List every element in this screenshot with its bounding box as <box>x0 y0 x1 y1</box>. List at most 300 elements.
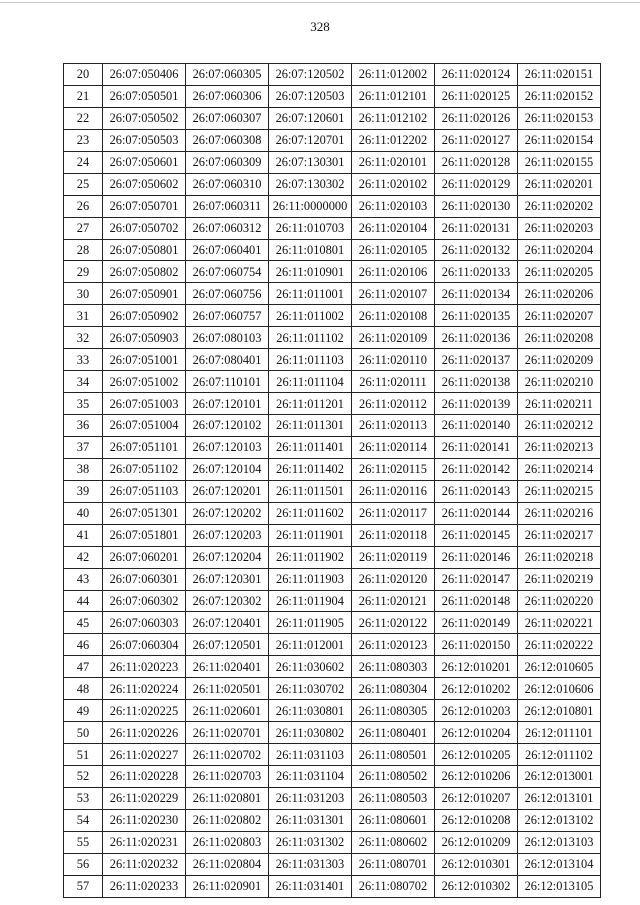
cadastral-number-cell: 26:11:020209 <box>518 349 601 371</box>
cadastral-number-cell: 26:11:020125 <box>435 85 518 107</box>
row-number-cell: 27 <box>64 217 103 239</box>
cadastral-number-cell: 26:07:050406 <box>103 64 186 86</box>
cadastral-number-cell: 26:07:051001 <box>103 349 186 371</box>
cadastral-number-cell: 26:11:020701 <box>186 722 269 744</box>
cadastral-number-cell: 26:11:020112 <box>352 393 435 415</box>
cadastral-number-cell: 26:11:020152 <box>518 85 601 107</box>
cadastral-number-cell: 26:07:051101 <box>103 436 186 458</box>
cadastral-number-cell: 26:11:020141 <box>435 436 518 458</box>
cadastral-number-cell: 26:11:020216 <box>518 502 601 524</box>
cadastral-number-cell: 26:11:011001 <box>269 283 352 305</box>
cadastral-number-cell: 26:11:031401 <box>269 875 352 897</box>
row-number-cell: 23 <box>64 129 103 151</box>
cadastral-number-cell: 26:12:010208 <box>435 809 518 831</box>
table-row <box>64 831 601 853</box>
cadastral-number-cell: 26:07:050503 <box>103 129 186 151</box>
cadastral-number-cell: 26:11:031103 <box>269 744 352 766</box>
cadastral-number-cell: 26:07:120502 <box>269 64 352 86</box>
cadastral-number-cell: 26:07:060301 <box>103 568 186 590</box>
cadastral-number-cell: 26:12:010204 <box>435 722 518 744</box>
cadastral-number-cell: 26:12:010206 <box>435 766 518 788</box>
table-row <box>64 371 601 393</box>
cadastral-number-cell: 26:11:020212 <box>518 415 601 437</box>
cadastral-number-cell: 26:11:020501 <box>186 678 269 700</box>
cadastral-number-cell: 26:11:020134 <box>435 283 518 305</box>
cadastral-number-cell: 26:11:011904 <box>269 590 352 612</box>
table-row <box>64 787 601 809</box>
cadastral-number-cell: 26:07:060201 <box>103 546 186 568</box>
cadastral-number-cell: 26:11:030801 <box>269 700 352 722</box>
cadastral-number-cell: 26:12:011101 <box>518 722 601 744</box>
cadastral-number-cell: 26:11:020804 <box>186 853 269 875</box>
table-row <box>64 261 601 283</box>
cadastral-number-cell: 26:12:010205 <box>435 744 518 766</box>
cadastral-number-cell: 26:07:060308 <box>186 129 269 151</box>
row-number-cell: 53 <box>64 787 103 809</box>
cadastral-number-cell: 26:11:020147 <box>435 568 518 590</box>
cadastral-number-cell: 26:11:020202 <box>518 195 601 217</box>
cadastral-number-cell: 26:11:012101 <box>352 85 435 107</box>
cadastral-number-cell: 26:07:120203 <box>186 524 269 546</box>
cadastral-number-cell: 26:11:020201 <box>518 173 601 195</box>
row-number-cell: 33 <box>64 349 103 371</box>
row-number-cell: 55 <box>64 831 103 853</box>
cadastral-number-cell: 26:11:020117 <box>352 502 435 524</box>
cadastral-number-cell: 26:07:060306 <box>186 85 269 107</box>
cadastral-number-cell: 26:07:080103 <box>186 327 269 349</box>
row-number-cell: 25 <box>64 173 103 195</box>
cadastral-number-cell: 26:07:051301 <box>103 502 186 524</box>
cadastral-number-cell: 26:11:020144 <box>435 502 518 524</box>
cadastral-number-cell: 26:11:020233 <box>103 875 186 897</box>
cadastral-number-cell: 26:11:020229 <box>103 787 186 809</box>
row-number-cell: 28 <box>64 239 103 261</box>
cadastral-number-cell: 26:11:011901 <box>269 524 352 546</box>
cadastral-number-cell: 26:11:020206 <box>518 283 601 305</box>
cadastral-number-cell: 26:11:020215 <box>518 480 601 502</box>
cadastral-number-cell: 26:12:010302 <box>435 875 518 897</box>
cadastral-number-cell: 26:07:050902 <box>103 305 186 327</box>
table-row <box>64 853 601 875</box>
row-number-cell: 40 <box>64 502 103 524</box>
row-number-cell: 22 <box>64 107 103 129</box>
cadastral-number-cell: 26:07:060307 <box>186 107 269 129</box>
table-row <box>64 327 601 349</box>
cadastral-number-cell: 26:11:020138 <box>435 371 518 393</box>
cadastral-number-cell: 26:11:020102 <box>352 173 435 195</box>
table-row <box>64 239 601 261</box>
cadastral-number-cell: 26:11:011501 <box>269 480 352 502</box>
cadastral-number-cell: 26:12:010606 <box>518 678 601 700</box>
cadastral-number-cell: 26:12:013001 <box>518 766 601 788</box>
cadastral-number-cell: 26:11:012102 <box>352 107 435 129</box>
row-number-cell: 34 <box>64 371 103 393</box>
cadastral-number-cell: 26:07:120104 <box>186 458 269 480</box>
cadastral-number-cell: 26:07:120204 <box>186 546 269 568</box>
cadastral-number-cell: 26:11:020120 <box>352 568 435 590</box>
row-number-cell: 49 <box>64 700 103 722</box>
row-number-cell: 48 <box>64 678 103 700</box>
table-row <box>64 590 601 612</box>
cadastral-number-cell: 26:11:011903 <box>269 568 352 590</box>
cadastral-number-cell: 26:11:020133 <box>435 261 518 283</box>
cadastral-number-cell: 26:11:020104 <box>352 217 435 239</box>
cadastral-number-cell: 26:07:060757 <box>186 305 269 327</box>
row-number-cell: 31 <box>64 305 103 327</box>
cadastral-number-cell: 26:11:011301 <box>269 415 352 437</box>
table-row <box>64 173 601 195</box>
table-row <box>64 195 601 217</box>
cadastral-number-cell: 26:07:051103 <box>103 480 186 502</box>
row-number-cell: 38 <box>64 458 103 480</box>
cadastral-number-cell: 26:11:020113 <box>352 415 435 437</box>
cadastral-number-cell: 26:07:060312 <box>186 217 269 239</box>
cadastral-number-cell: 26:11:020702 <box>186 744 269 766</box>
cadastral-number-cell: 26:11:020146 <box>435 546 518 568</box>
cadastral-number-cell: 26:07:050502 <box>103 107 186 129</box>
table-row <box>64 524 601 546</box>
cadastral-number-cell: 26:11:010703 <box>269 217 352 239</box>
cadastral-number-cell: 26:07:050701 <box>103 195 186 217</box>
cadastral-number-cell: 26:11:020901 <box>186 875 269 897</box>
cadastral-number-cell: 26:11:020108 <box>352 305 435 327</box>
cadastral-number-cell: 26:11:020222 <box>518 634 601 656</box>
cadastral-number-cell: 26:07:060754 <box>186 261 269 283</box>
cadastral-number-cell: 26:11:020401 <box>186 656 269 678</box>
cadastral-number-cell: 26:07:060310 <box>186 173 269 195</box>
cadastral-number-cell: 26:11:080601 <box>352 809 435 831</box>
cadastral-number-cell: 26:11:020151 <box>518 64 601 86</box>
row-number-cell: 41 <box>64 524 103 546</box>
cadastral-number-cell: 26:11:020213 <box>518 436 601 458</box>
cadastral-number-cell: 26:07:050901 <box>103 283 186 305</box>
table-row <box>64 766 601 788</box>
cadastral-number-cell: 26:11:030602 <box>269 656 352 678</box>
cadastral-number-cell: 26:12:010605 <box>518 656 601 678</box>
cadastral-number-cell: 26:11:010801 <box>269 239 352 261</box>
page-number: 328 <box>310 19 330 34</box>
cadastral-number-cell: 26:12:010203 <box>435 700 518 722</box>
cadastral-number-cell: 26:07:050801 <box>103 239 186 261</box>
table-row <box>64 85 601 107</box>
cadastral-number-cell: 26:07:051801 <box>103 524 186 546</box>
cadastral-number-cell: 26:11:030702 <box>269 678 352 700</box>
table-row <box>64 217 601 239</box>
cadastral-number-cell: 26:11:020223 <box>103 656 186 678</box>
cadastral-number-cell: 26:11:011402 <box>269 458 352 480</box>
row-number-cell: 24 <box>64 151 103 173</box>
cadastral-number-cell: 26:11:020126 <box>435 107 518 129</box>
cadastral-number-cell: 26:11:020154 <box>518 129 601 151</box>
cadastral-number-table <box>63 63 601 898</box>
table-row <box>64 634 601 656</box>
cadastral-number-cell: 26:11:080602 <box>352 831 435 853</box>
table-row <box>64 678 601 700</box>
cadastral-number-cell: 26:11:080701 <box>352 853 435 875</box>
cadastral-number-cell: 26:11:080702 <box>352 875 435 897</box>
row-number-cell: 39 <box>64 480 103 502</box>
cadastral-number-cell: 26:07:120201 <box>186 480 269 502</box>
row-number-cell: 51 <box>64 744 103 766</box>
cadastral-number-cell: 26:11:020231 <box>103 831 186 853</box>
cadastral-number-cell: 26:11:031303 <box>269 853 352 875</box>
cadastral-number-cell: 26:11:020149 <box>435 612 518 634</box>
cadastral-number-cell: 26:11:012001 <box>269 634 352 656</box>
cadastral-number-cell: 26:11:020122 <box>352 612 435 634</box>
row-number-cell: 32 <box>64 327 103 349</box>
row-number-cell: 47 <box>64 656 103 678</box>
cadastral-number-cell: 26:12:010209 <box>435 831 518 853</box>
cadastral-number-cell: 26:11:020118 <box>352 524 435 546</box>
table-row <box>64 151 601 173</box>
cadastral-number-cell: 26:07:120202 <box>186 502 269 524</box>
cadastral-number-cell: 26:11:020123 <box>352 634 435 656</box>
cadastral-number-cell: 26:07:060401 <box>186 239 269 261</box>
cadastral-number-cell: 26:11:080305 <box>352 700 435 722</box>
cadastral-number-cell: 26:11:020140 <box>435 415 518 437</box>
cadastral-number-cell: 26:07:120601 <box>269 107 352 129</box>
cadastral-number-cell: 26:11:080501 <box>352 744 435 766</box>
cadastral-number-cell: 26:11:020127 <box>435 129 518 151</box>
cadastral-number-cell: 26:11:020218 <box>518 546 601 568</box>
cadastral-number-cell: 26:11:020148 <box>435 590 518 612</box>
row-number-cell: 30 <box>64 283 103 305</box>
cadastral-number-cell: 26:11:020703 <box>186 766 269 788</box>
cadastral-number-cell: 26:11:020802 <box>186 809 269 831</box>
cadastral-number-cell: 26:11:020143 <box>435 480 518 502</box>
cadastral-number-cell: 26:11:020155 <box>518 151 601 173</box>
cadastral-number-cell: 26:11:080303 <box>352 656 435 678</box>
cadastral-number-cell: 26:07:050903 <box>103 327 186 349</box>
cadastral-number-cell: 26:11:020142 <box>435 458 518 480</box>
row-number-cell: 50 <box>64 722 103 744</box>
cadastral-number-cell: 26:11:020208 <box>518 327 601 349</box>
cadastral-number-cell: 26:07:120102 <box>186 415 269 437</box>
cadastral-number-cell: 26:11:020115 <box>352 458 435 480</box>
cadastral-number-cell: 26:11:020601 <box>186 700 269 722</box>
cadastral-number-cell: 26:11:020135 <box>435 305 518 327</box>
cadastral-number-cell: 26:07:050602 <box>103 173 186 195</box>
cadastral-number-cell: 26:11:031302 <box>269 831 352 853</box>
table-row <box>64 64 601 86</box>
cadastral-number-cell: 26:11:020137 <box>435 349 518 371</box>
table-row <box>64 546 601 568</box>
cadastral-number-cell: 26:11:020203 <box>518 217 601 239</box>
cadastral-number-cell: 26:07:120501 <box>186 634 269 656</box>
cadastral-number-cell: 26:11:020228 <box>103 766 186 788</box>
top-rule <box>0 2 640 3</box>
cadastral-number-cell: 26:11:011104 <box>269 371 352 393</box>
cadastral-number-cell: 26:07:050802 <box>103 261 186 283</box>
row-number-cell: 20 <box>64 64 103 86</box>
cadastral-number-cell: 26:11:012002 <box>352 64 435 86</box>
cadastral-number-cell: 26:11:020232 <box>103 853 186 875</box>
cadastral-number-cell: 26:11:020106 <box>352 261 435 283</box>
cadastral-number-cell: 26:11:020121 <box>352 590 435 612</box>
cadastral-number-cell: 26:11:030802 <box>269 722 352 744</box>
cadastral-number-cell: 26:11:020204 <box>518 239 601 261</box>
table-row <box>64 502 601 524</box>
cadastral-number-cell: 26:07:130301 <box>269 151 352 173</box>
row-number-cell: 36 <box>64 415 103 437</box>
row-number-cell: 43 <box>64 568 103 590</box>
cadastral-number-cell: 26:11:011401 <box>269 436 352 458</box>
cadastral-number-cell: 26:12:010207 <box>435 787 518 809</box>
cadastral-number-cell: 26:07:130302 <box>269 173 352 195</box>
cadastral-number-cell: 26:11:020230 <box>103 809 186 831</box>
row-number-cell: 56 <box>64 853 103 875</box>
cadastral-number-cell: 26:12:010801 <box>518 700 601 722</box>
table-row <box>64 612 601 634</box>
cadastral-number-cell: 26:11:020801 <box>186 787 269 809</box>
cadastral-number-cell: 26:11:020207 <box>518 305 601 327</box>
cadastral-number-cell: 26:11:020225 <box>103 700 186 722</box>
cadastral-number-cell: 26:11:020210 <box>518 371 601 393</box>
cadastral-number-cell: 26:11:020131 <box>435 217 518 239</box>
cadastral-number-cell: 26:07:110101 <box>186 371 269 393</box>
cadastral-number-cell: 26:11:010901 <box>269 261 352 283</box>
cadastral-number-cell: 26:11:020150 <box>435 634 518 656</box>
cadastral-number-cell: 26:12:013102 <box>518 809 601 831</box>
cadastral-number-cell: 26:12:013103 <box>518 831 601 853</box>
cadastral-number-cell: 26:07:060311 <box>186 195 269 217</box>
cadastral-number-cell: 26:07:050702 <box>103 217 186 239</box>
table-row <box>64 107 601 129</box>
cadastral-number-cell: 26:11:011602 <box>269 502 352 524</box>
table-row <box>64 568 601 590</box>
cadastral-number-cell: 26:11:020132 <box>435 239 518 261</box>
cadastral-number-cell: 26:07:060302 <box>103 590 186 612</box>
cadastral-number-cell: 26:11:011102 <box>269 327 352 349</box>
table-row <box>64 349 601 371</box>
cadastral-number-cell: 26:11:020101 <box>352 151 435 173</box>
cadastral-number-cell: 26:11:020226 <box>103 722 186 744</box>
table-row <box>64 809 601 831</box>
table-row <box>64 393 601 415</box>
cadastral-number-cell: 26:11:011002 <box>269 305 352 327</box>
cadastral-number-cell: 26:11:020214 <box>518 458 601 480</box>
cadastral-number-cell: 26:07:060309 <box>186 151 269 173</box>
row-number-cell: 37 <box>64 436 103 458</box>
cadastral-number-cell: 26:11:020107 <box>352 283 435 305</box>
cadastral-number-cell: 26:07:050501 <box>103 85 186 107</box>
cadastral-number-cell: 26:11:020803 <box>186 831 269 853</box>
cadastral-number-cell: 26:11:020130 <box>435 195 518 217</box>
cadastral-number-cell: 26:11:031301 <box>269 809 352 831</box>
cadastral-number-cell: 26:07:051102 <box>103 458 186 480</box>
cadastral-number-cell: 26:12:010201 <box>435 656 518 678</box>
cadastral-number-cell: 26:11:020124 <box>435 64 518 86</box>
cadastral-number-cell: 26:12:010301 <box>435 853 518 875</box>
cadastral-number-cell: 26:11:080304 <box>352 678 435 700</box>
cadastral-number-cell: 26:11:011201 <box>269 393 352 415</box>
cadastral-number-cell: 26:11:080503 <box>352 787 435 809</box>
row-number-cell: 46 <box>64 634 103 656</box>
cadastral-number-cell: 26:11:020114 <box>352 436 435 458</box>
cadastral-number-cell: 26:11:020145 <box>435 524 518 546</box>
cadastral-number-cell: 26:11:020221 <box>518 612 601 634</box>
cadastral-number-cell: 26:11:020136 <box>435 327 518 349</box>
table-row <box>64 700 601 722</box>
cadastral-number-cell: 26:07:120302 <box>186 590 269 612</box>
cadastral-number-cell: 26:12:010202 <box>435 678 518 700</box>
row-number-cell: 35 <box>64 393 103 415</box>
row-number-cell: 21 <box>64 85 103 107</box>
cadastral-number-cell: 26:07:060756 <box>186 283 269 305</box>
cadastral-number-cell: 26:11:020110 <box>352 349 435 371</box>
row-number-cell: 45 <box>64 612 103 634</box>
cadastral-number-cell: 26:11:0000000 <box>269 195 352 217</box>
cadastral-number-cell: 26:07:120701 <box>269 129 352 151</box>
row-number-cell: 57 <box>64 875 103 897</box>
cadastral-number-cell: 26:07:051003 <box>103 393 186 415</box>
cadastral-number-cell: 26:11:031104 <box>269 766 352 788</box>
cadastral-number-cell: 26:11:011103 <box>269 349 352 371</box>
table-row <box>64 436 601 458</box>
row-number-cell: 26 <box>64 195 103 217</box>
cadastral-number-cell: 26:11:020128 <box>435 151 518 173</box>
table-row <box>64 415 601 437</box>
cadastral-number-cell: 26:07:051004 <box>103 415 186 437</box>
table-row <box>64 480 601 502</box>
row-number-cell: 52 <box>64 766 103 788</box>
cadastral-number-cell: 26:12:013101 <box>518 787 601 809</box>
table-body <box>64 64 601 898</box>
cadastral-number-cell: 26:11:020227 <box>103 744 186 766</box>
cadastral-number-cell: 26:07:120101 <box>186 393 269 415</box>
row-number-cell: 54 <box>64 809 103 831</box>
table-row <box>64 129 601 151</box>
table-row <box>64 458 601 480</box>
cadastral-number-cell: 26:12:013104 <box>518 853 601 875</box>
cadastral-number-cell: 26:11:020205 <box>518 261 601 283</box>
cadastral-number-cell: 26:11:020211 <box>518 393 601 415</box>
cadastral-number-cell: 26:07:120503 <box>269 85 352 107</box>
cadastral-number-cell: 26:11:011902 <box>269 546 352 568</box>
cadastral-number-cell: 26:11:020109 <box>352 327 435 349</box>
cadastral-number-cell: 26:07:120103 <box>186 436 269 458</box>
cadastral-number-cell: 26:11:020217 <box>518 524 601 546</box>
cadastral-number-cell: 26:11:080502 <box>352 766 435 788</box>
row-number-cell: 42 <box>64 546 103 568</box>
cadastral-number-cell: 26:11:012202 <box>352 129 435 151</box>
row-number-cell: 29 <box>64 261 103 283</box>
cadastral-number-cell: 26:11:020116 <box>352 480 435 502</box>
cadastral-number-cell: 26:12:013105 <box>518 875 601 897</box>
cadastral-number-cell: 26:11:020220 <box>518 590 601 612</box>
cadastral-number-cell: 26:11:020103 <box>352 195 435 217</box>
cadastral-number-cell: 26:11:031203 <box>269 787 352 809</box>
row-number-cell: 44 <box>64 590 103 612</box>
cadastral-number-cell: 26:11:020129 <box>435 173 518 195</box>
cadastral-number-cell: 26:11:011905 <box>269 612 352 634</box>
cadastral-number-cell: 26:11:020119 <box>352 546 435 568</box>
table-row <box>64 305 601 327</box>
cadastral-number-cell: 26:07:060305 <box>186 64 269 86</box>
cadastral-number-cell: 26:07:120301 <box>186 568 269 590</box>
cadastral-number-cell: 26:07:051002 <box>103 371 186 393</box>
cadastral-number-cell: 26:07:060303 <box>103 612 186 634</box>
cadastral-number-cell: 26:11:020111 <box>352 371 435 393</box>
table-row <box>64 722 601 744</box>
table-row <box>64 656 601 678</box>
cadastral-number-cell: 26:07:050601 <box>103 151 186 173</box>
cadastral-number-cell: 26:11:020219 <box>518 568 601 590</box>
cadastral-number-cell: 26:07:080401 <box>186 349 269 371</box>
cadastral-number-cell: 26:12:011102 <box>518 744 601 766</box>
cadastral-number-cell: 26:11:020224 <box>103 678 186 700</box>
table-row <box>64 283 601 305</box>
